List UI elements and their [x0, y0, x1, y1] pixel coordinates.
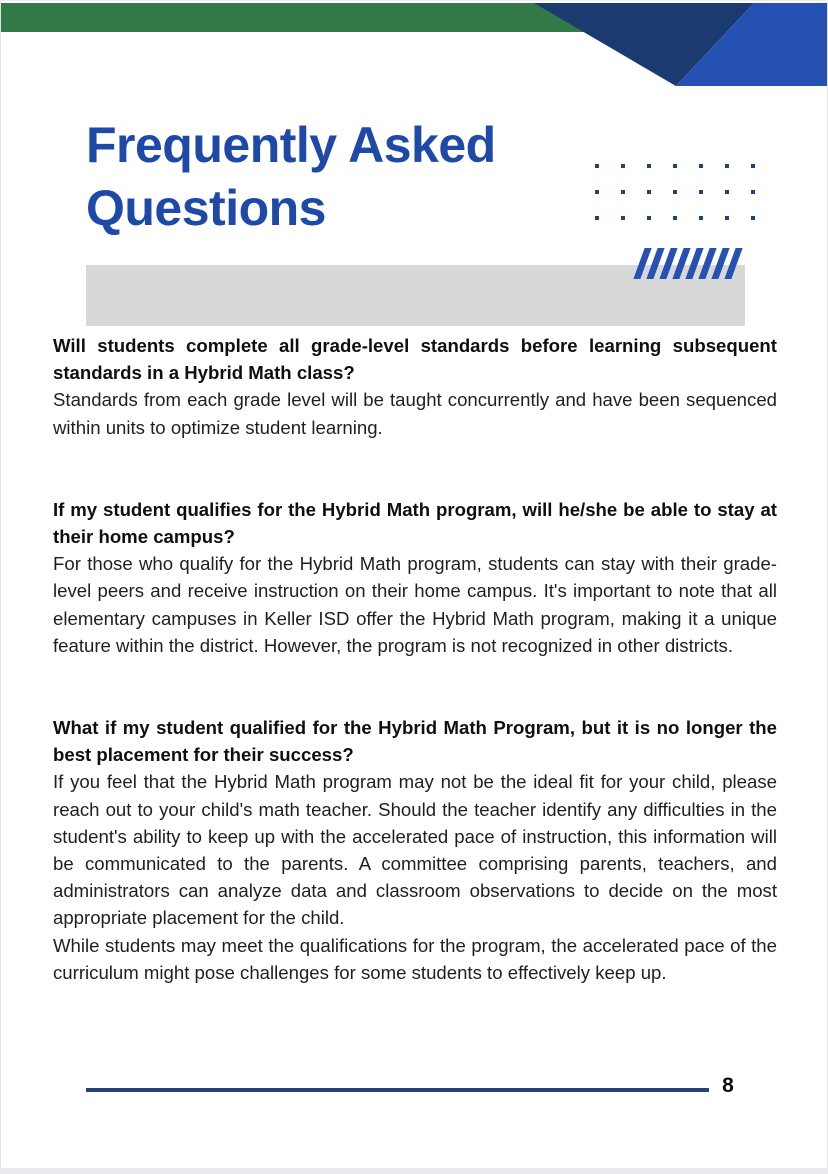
page-number: 8 — [722, 1074, 734, 1097]
faq-answer-paragraph: While students may meet the qualifications for the program, the accelerated pace of the curriculum might pose challenges for some students to effectively keep up. — [53, 934, 777, 983]
faq-question: What if my student qualified for the Hybrid Math Program, but it is no longer the best placement for their success? — [53, 717, 777, 766]
faq-content — [53, 332, 777, 986]
faq-answer-paragraph: If you feel that the Hybrid Math program may not be the ideal fit for your child, please reach out to your child's math teacher. Should the teacher identify any difficulties in the student's ability to keep up with the accelerated pace of instruction, this information will be communicated to the parents. A committee comprising parents, teachers, and administrators can analyze data and classroom observations to decide on the most appropriate placement for the child. — [53, 771, 777, 929]
page-title-line-1: Frequently Asked — [86, 117, 496, 173]
dots-pattern-decoration — [595, 164, 777, 242]
slash-pattern-decoration — [639, 248, 737, 279]
faq-question: Will students complete all grade-level standards before learning subsequent standards in a Hybrid Math class? — [53, 335, 777, 384]
page-title — [86, 114, 496, 240]
faq-question: If my student qualifies for the Hybrid Math program, will he/she be able to stay at their home campus? — [53, 498, 777, 548]
faq-item — [53, 332, 777, 441]
faq-item — [53, 496, 777, 659]
header-green-bar — [1, 3, 601, 32]
faq-answer-paragraph: Standards from each grade level will be taught concurrently and have been sequenced within units to optimize student learning. — [53, 389, 777, 438]
faq-item — [53, 714, 777, 986]
footer-rule — [86, 1088, 709, 1092]
faq-answer-paragraph: For those who qualify for the Hybrid Math program, students can stay with their grade-level peers and receive instruction on their home campus. It's important to note that all elementary campuses in Keller ISD offer the Hybrid Math program, making it a unique feature within the district. However, the program is not recognized in other districts. — [53, 553, 777, 656]
page-title-line-2: Questions — [86, 180, 326, 236]
